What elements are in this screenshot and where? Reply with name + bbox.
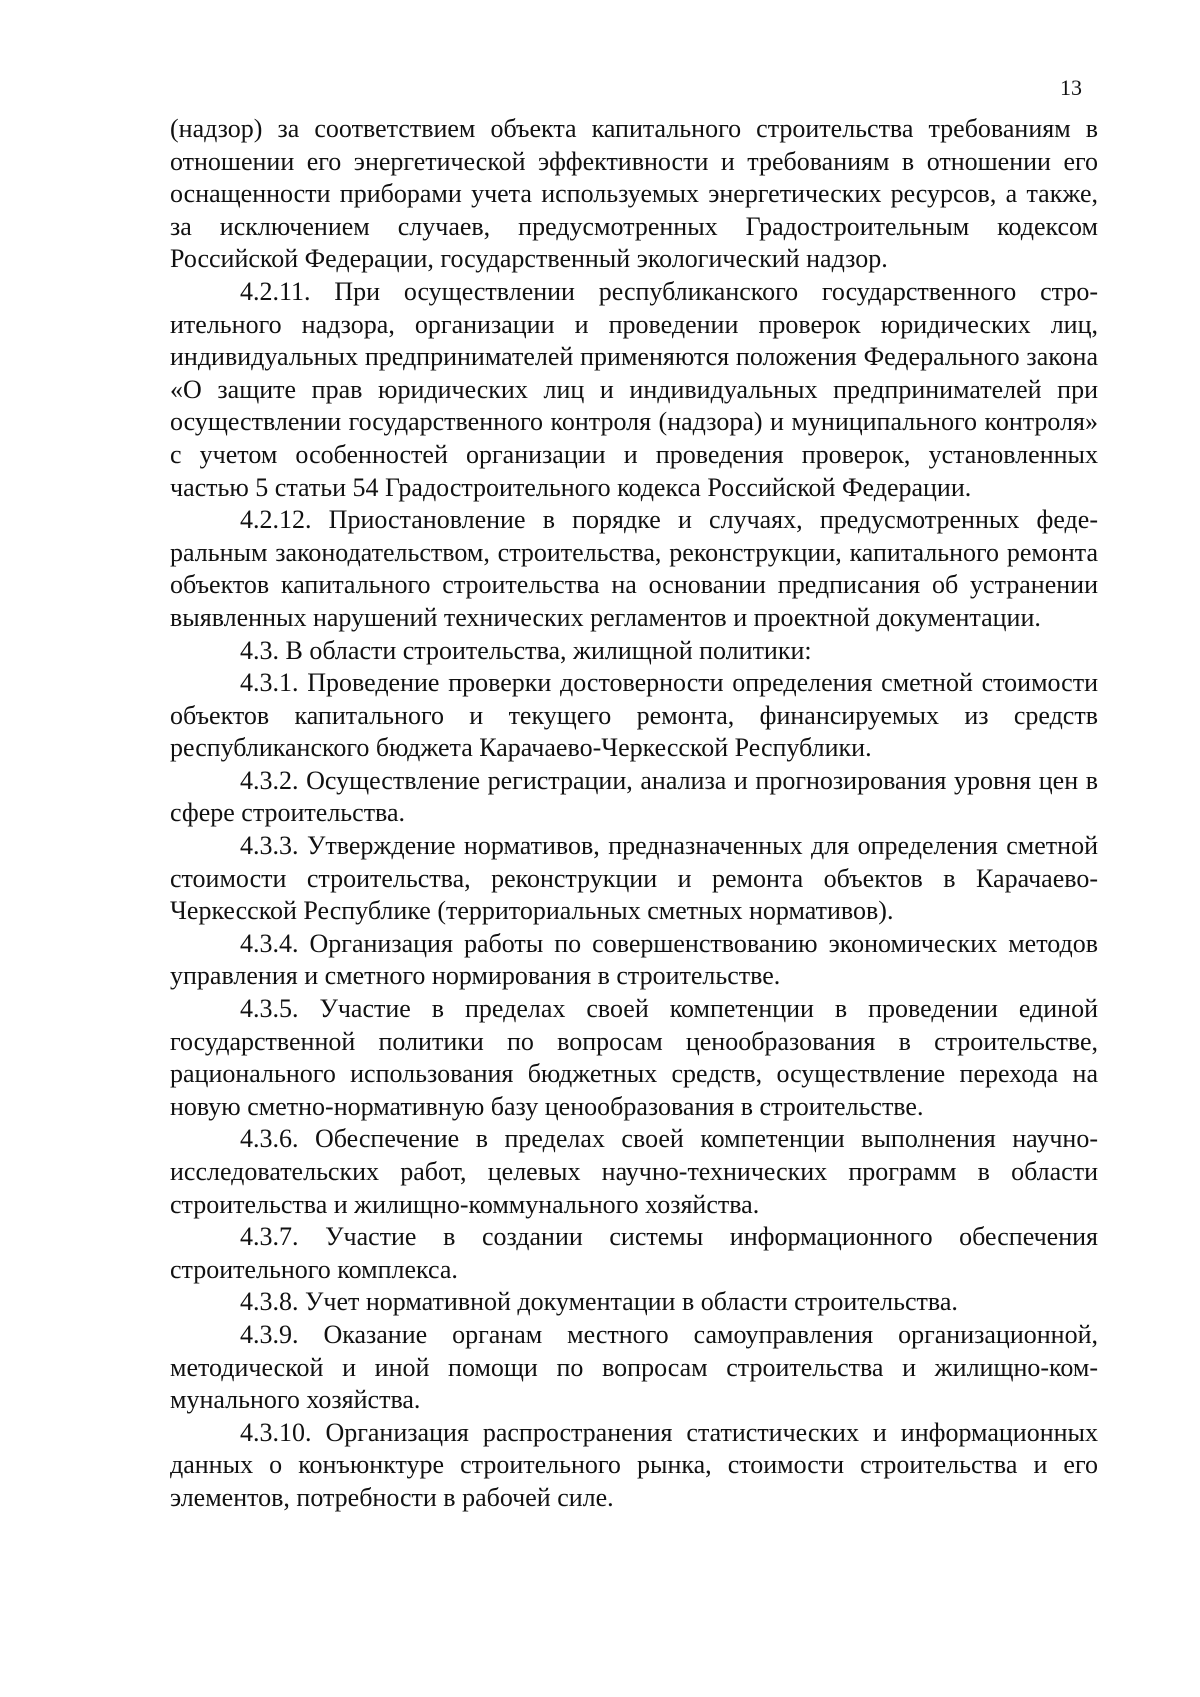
paragraph-4-3: 4.3. В области строительства, жилищной политики: [240, 635, 812, 665]
paragraph-4-3-10: 4.3.10. Организация распространения статистических и информационных данных о конъюнктуре строительного рынка, стоимости строительства и его элементов, потребности в рабочей силе. [170, 1417, 1098, 1512]
document-body [170, 113, 1098, 1515]
paragraph-4-2-12: 4.2.12. Приостановление в порядке и случаях, предусмотренных федеральным законодательством, строительства, реконструкции, капитального ремонта объектов капитального строительства на основании предписания об устранении выявленных нарушений технических регламентов и проектной документации. [170, 505, 1098, 632]
paragraph-4-3-8: 4.3.8. Учет нормативной документации в области строительства. [240, 1287, 958, 1317]
page-number: 13 [1060, 75, 1082, 100]
paragraph-4-2-11: 4.2.11. При осуществлении республиканского государственного строительного надзора, организации и проведении проверок юридических лиц, индивидуальных предпринимателей применяются положения Федерального закона «О защите прав юридических лиц и индивидуальных предпринимателей при осуществлении государственного контроля (надзора) и муниципального контроля» с учетом особенностей организации и проведения проверок, установленных частью 5 статьи 54 Градостроительного кодекса Российской Федерации. [170, 276, 1098, 502]
paragraph-4-3-1: 4.3.1. Проведение проверки достоверности определения сметной стоимости объектов капитального и текущего ремонта, финансируемых из средств республиканского бюджета Карачаево-Черкесской Республики. [170, 668, 1098, 763]
paragraph-4-3-5: 4.3.5. Участие в пределах своей компетенции в проведении единой государственной политики по вопросам ценообразования в строительстве, рационального использования бюджетных средств, осуществление перехода на новую сметно-нормативную базу ценообразования в строительстве. [170, 994, 1098, 1121]
paragraph-4-3-9: 4.3.9. Оказание органам местного самоуправления организационной, методической и иной помощи по вопросам строительства и жилищно-коммунального хозяйства. [170, 1319, 1098, 1415]
paragraph-4-3-2: 4.3.2. Осуществление регистрации, анализа и прогнозирования уровня цен в сфере строительства. [170, 765, 1098, 828]
paragraph-4-3-3: 4.3.3. Утверждение нормативов, предназначенных для определения сметной стоимости строительства, реконструкции и ремонта объектов в Карачаево-Черкесской Республике (территориальных сметных нормативов). [170, 831, 1098, 926]
paragraph-continuation-nadzor: (надзор) за соответствием объекта капитального строительства требованиям в отношении его энергетической эффективности и требованиям в отношении его оснащенности приборами учета используемых энергетических ресурсов, а также, за исключением случаев, предусмотренных Градостроительным кодексом Российской Федерации, государственный экологический надзор. [170, 114, 1098, 274]
paragraph-4-3-7: 4.3.7. Участие в создании системы информационного обеспечения строительного комплекса. [170, 1222, 1098, 1284]
paragraph-4-3-4: 4.3.4. Организация работы по совершенствованию экономических методов управления и сметного нормирования в строительстве. [170, 928, 1098, 991]
paragraph-4-3-6: 4.3.6. Обеспечение в пределах своей компетенции выполнения научно-исследовательских работ, целевых научно-технических программ в области строительства и жилищно-коммунального хозяйства. [170, 1124, 1098, 1219]
